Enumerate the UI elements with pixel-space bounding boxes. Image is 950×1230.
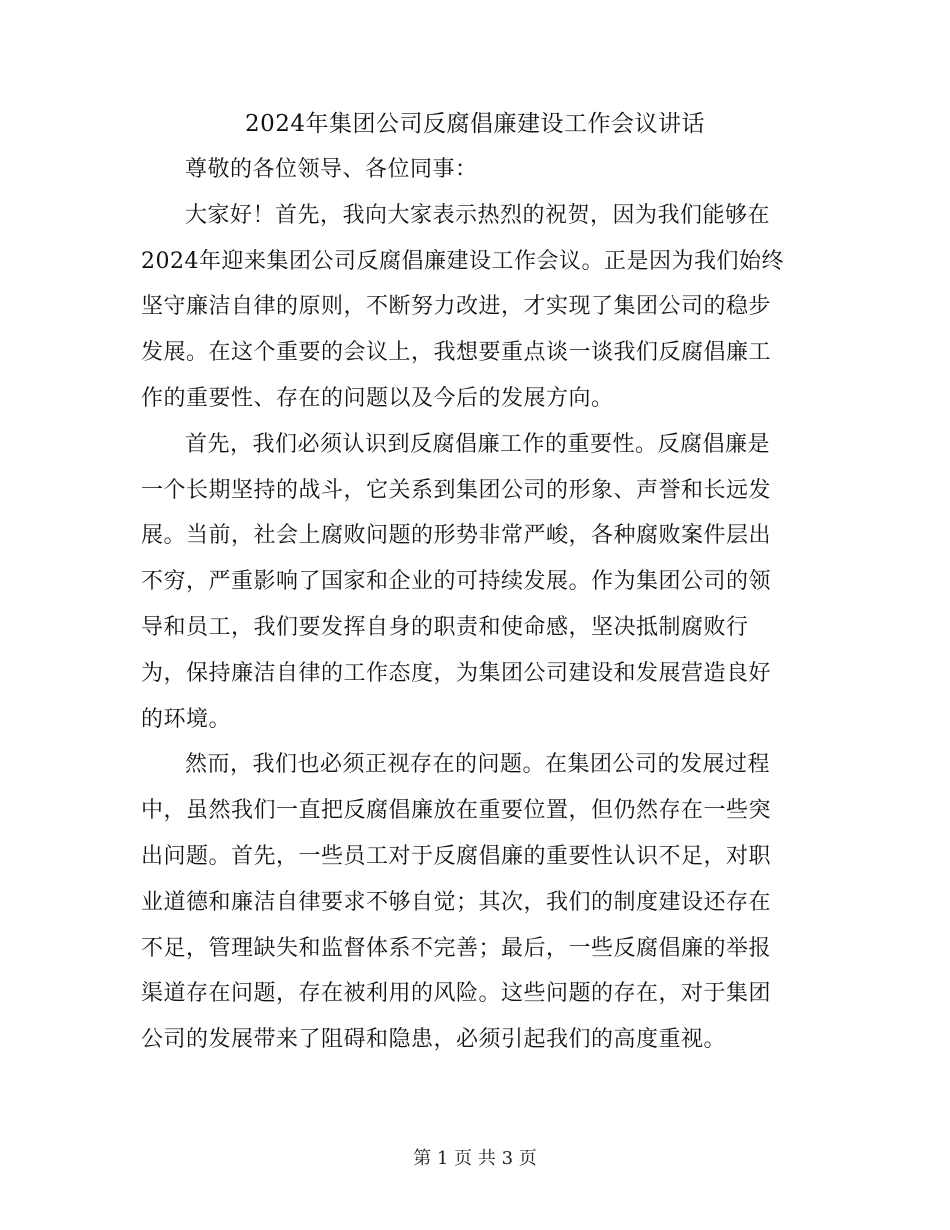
paragraph-line: 大家好！首先，我向大家表示热烈的祝贺，因为我们能够在: [185, 202, 771, 228]
paragraph-line: 首先，我们必须认识到反腐倡廉工作的重要性。反腐倡廉是: [185, 431, 771, 457]
page-number-footer: 第 1 页 共 3 页: [413, 1148, 537, 1169]
paragraph-line: 然而，我们也必须正视存在的问题。在集团公司的发展过程: [185, 752, 771, 778]
paragraph-line: 为，保持廉洁自律的工作态度，为集团公司建设和发展营造良好: [141, 660, 772, 686]
paragraph-line: 不穷，严重影响了国家和企业的可持续发展。作为集团公司的领: [141, 569, 772, 595]
paragraph-line: 渠道存在问题，存在被利用的风险。这些问题的存在，对于集团: [141, 981, 772, 1007]
paragraph-line: 坚守廉洁自律的原则，不断努力改进，才实现了集团公司的稳步: [141, 294, 772, 320]
paragraph-line: 的环境。: [141, 706, 232, 732]
paragraph-2: [141, 422, 801, 743]
paragraph-line: 中，虽然我们一直把反腐倡廉放在重要位置，但仍然存在一些突: [141, 798, 772, 824]
paragraph-line: 作的重要性、存在的问题以及今后的发展方向。: [141, 385, 614, 411]
document-title: 2024年集团公司反腐倡廉建设工作会议讲话: [244, 111, 706, 137]
document-body: [141, 147, 801, 1063]
paragraph-line: 2024年迎来集团公司反腐倡廉建设工作会议。正是因为我们始终: [141, 248, 784, 274]
paragraph-line: 展。当前，社会上腐败问题的形势非常严峻，各种腐败案件层出: [141, 523, 772, 549]
paragraph-line: 公司的发展带来了阻碍和隐患，必须引起我们的高度重视。: [141, 1027, 727, 1053]
paragraph-line: 业道德和廉洁自律要求不够自觉；其次，我们的制度建设还存在: [141, 889, 772, 915]
paragraph-line: 一个长期坚持的战斗，它关系到集团公司的形象、声誉和长远发: [141, 477, 772, 503]
paragraph-1: [141, 193, 801, 422]
paragraph-line: 导和员工，我们要发挥自身的职责和使命感，坚决抵制腐败行: [141, 614, 749, 640]
paragraph-3: [141, 742, 801, 1063]
paragraph-line: 发展。在这个重要的会议上，我想要重点谈一谈我们反腐倡廉工: [141, 340, 772, 366]
paragraph-line: 不足，管理缺失和监督体系不完善；最后，一些反腐倡廉的举报: [141, 935, 772, 961]
paragraph-line: 出问题。首先，一些员工对于反腐倡廉的重要性认识不足，对职: [141, 843, 772, 869]
salutation: 尊敬的各位领导、各位同事：: [185, 157, 478, 182]
